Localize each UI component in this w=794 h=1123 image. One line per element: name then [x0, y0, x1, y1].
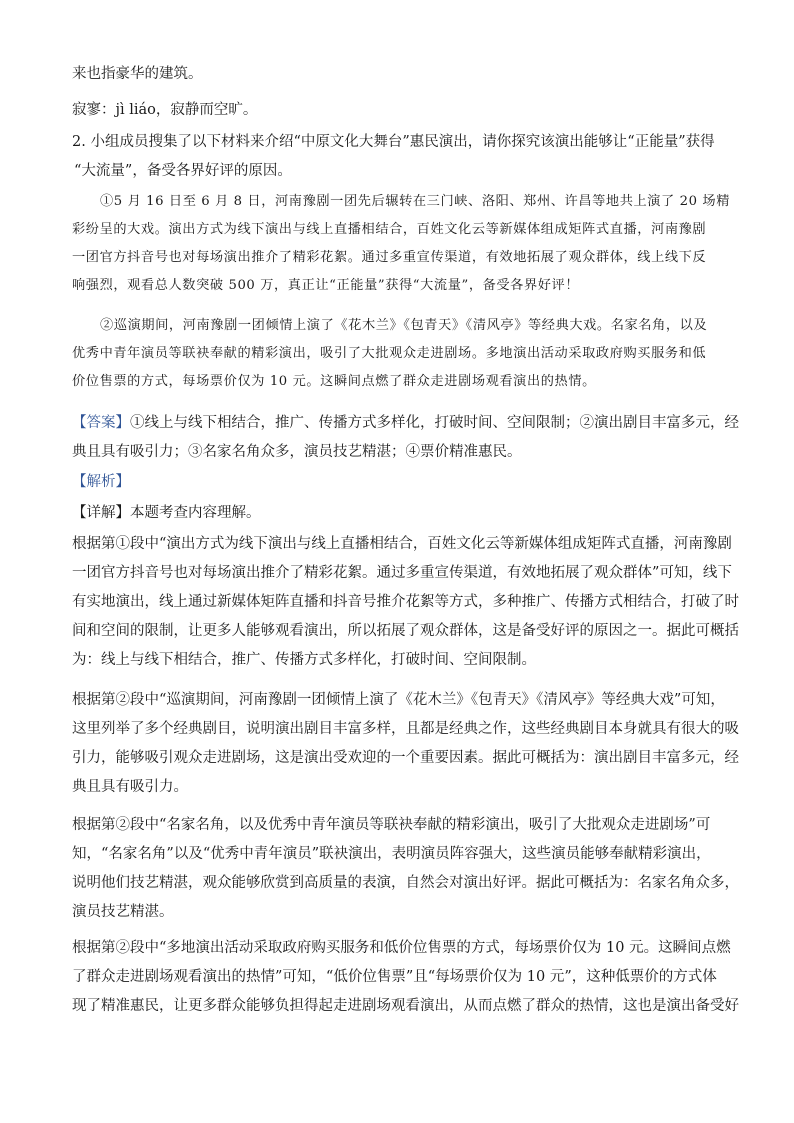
analysis-label: 【解析】	[72, 474, 130, 490]
question-line-1: 2. 小组成员搜集了以下材料来介绍“中原文化大舞台”惠民演出，请你探究该演出能够让“正能量”获得	[72, 134, 715, 150]
answer-block	[72, 409, 739, 467]
analysis-paragraph-2: 根据第②段中“巡演期间，河南豫剧一团倾情上演了《花木兰》《包青天》《清风亭》等经典大戏”可知， 这里列举了多个经典剧目，说明演出剧目丰富多样，且都是经典之作，这些经典剧目本身就具有很大的吸 引力，能够吸引观众走进剧场，这是演出受欢迎的一个重要因素。据此可概括为：演出剧目丰富多元，经 典且具有吸引力。	[72, 692, 739, 795]
detail-line: 【详解】本题考查内容理解。	[72, 505, 261, 521]
analysis-paragraph-1: 根据第①段中“演出方式为线下演出与线上直播相结合，百姓文化云等新媒体组成矩阵式直播，河南豫剧 一团官方抖音号也对每场演出推介了精彩花絮。通过多重宣传渠道，有效地拓展了观众群体”可知，线下 有实地演出，线上通过新媒体矩阵直播和抖音号推介花絮等方式，多种推广、传播方式相结合，打破了时 间和空间的限制，让更多人能够观看演出，所以拓展了观众群体，这是备受好评的原因之一。据此可概括 为：线上与线下相结合，推广、传播方式多样化，打破时间、空间限制。	[72, 536, 739, 668]
question-line-2: “大流量”，备受各界好评的原因。	[74, 163, 292, 179]
answer-line-1: 【答案】①线上与线下相结合，推广、传播方式多样化，打破时间、空间限制；②演出剧目丰富多元，经	[72, 415, 739, 431]
top-line-2: 寂寥：jì liáo，寂静而空旷。	[72, 102, 258, 118]
answer-label: 【答案】	[72, 415, 130, 431]
analysis-paragraph-4: 根据第②段中“多地演出活动采取政府购买服务和低价位售票的方式，每场票价仅为 10 元。这瞬间点燃 了群众走进剧场观看演出的热情”可知，“低价位售票”且“每场票价仅为 10 元”，这种低票价的方式体 现了精准惠民，让更多群众能够负担得起走进剧场观看演出，从而点燃了群众的热情，这也是演出备受好	[72, 940, 739, 1014]
analysis-paragraph-3: 根据第②段中“名家名角，以及优秀中青年演员等联袂奉献的精彩演出，吸引了大批观众走进剧场”可 知，“名家名角”以及“优秀中青年演员”联袂演出，表明演员阵容强大，这些演员能够奉献精彩演出， 说明他们技艺精湛，观众能够欣赏到高质量的表演，自然会对演出好评。据此可概括为：名家名角众多， 演员技艺精湛。	[72, 817, 739, 920]
question-2	[72, 128, 724, 186]
top-line-1: 来也指豪华的建筑。	[72, 66, 203, 82]
material-paragraph-2: ②巡演期间，河南豫剧一团倾情上演了《花木兰》《包青天》《清风亭》等经典大戏。名家名角，以及 优秀中青年演员等联袂奉献的精彩演出，吸引了大批观众走进剧场。多地演出活动采取政府购买服务和低 价位售票的方式，每场票价仅为 10 元。这瞬间点燃了群众走进剧场观看演出的热情。	[72, 318, 708, 389]
answer-line-2: 典且具有吸引力；③名家名角众多，演员技艺精湛；④票价精准惠民。	[72, 444, 522, 460]
material-paragraph-1: ①5 月 16 日至 6 月 8 日，河南豫剧一团先后辗转在三门峡、洛阳、郑州、许昌等地共上演了 20 场精 彩纷呈的大戏。演出方式为线下演出与线上直播相结合，百姓文化云等新媒体组成矩阵式直播，河南豫剧 一团官方抖音号也对每场演出推介了精彩花絮。通过多重宣传渠道，有效地拓展了观众群体，线上线下反 响强烈，观看总人数突破 500 万，真正让“正能量”获得“大流量”，备受各界好评！	[72, 194, 730, 293]
